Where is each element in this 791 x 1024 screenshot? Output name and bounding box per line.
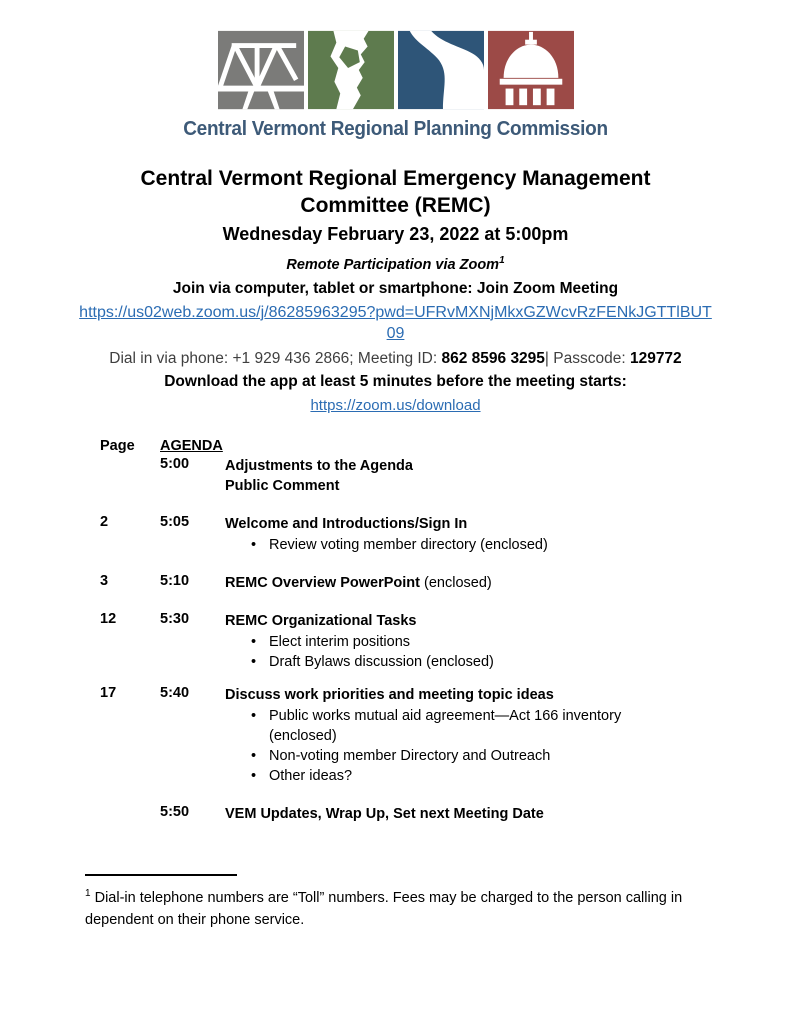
agenda-item-title: VEM Updates, Wrap Up, Set next Meeting Date [225, 805, 544, 822]
agenda-row-500 [100, 456, 720, 496]
footnote-ref: 1 [499, 255, 505, 266]
agenda-item-title: Welcome and Introductions/Sign In [225, 515, 468, 532]
join-instructions: Join via computer, tablet or smartphone: Join Zoom Meeting [172, 279, 619, 297]
agenda-bullet: • Elect interim positions [251, 632, 665, 652]
agenda-time: 5:30 [160, 610, 190, 627]
page-number [100, 456, 160, 496]
agenda-time: 5:50 [160, 803, 190, 820]
agenda-bullets [251, 535, 665, 555]
agenda-time: 5:00 [160, 455, 190, 472]
logo-tiles [0, 30, 791, 110]
zoom-download-link[interactable]: https://zoom.us/download [310, 396, 481, 414]
vermont-map-icon [308, 30, 394, 110]
download-instructions: Download the app at least 5 minutes before the meeting starts: [164, 372, 627, 390]
agenda-item-title: REMC Organizational Tasks [225, 612, 417, 629]
agenda-item-title-2: Public Comment [225, 477, 340, 494]
separator: | [544, 349, 554, 367]
agenda-bullet: • Other ideas? [251, 766, 665, 786]
remote-note-text: Remote Participation via Zoom [286, 256, 500, 273]
title-line-1: Central Vermont Regional Emergency Management [140, 167, 651, 190]
agenda-row-510 [100, 573, 720, 593]
footnote-separator [85, 874, 237, 876]
zoom-url-part2[interactable]: 09 [386, 324, 405, 342]
logo-wordmark: Central Vermont Regional Planning Commission [183, 118, 608, 140]
page-number [100, 804, 160, 824]
title-bold: REMC Overview PowerPoint [225, 574, 420, 591]
zoom-meeting-link[interactable] [79, 304, 712, 342]
agenda-bullet: • Review voting member directory (enclosed) [251, 535, 665, 555]
page-column-header: Page [100, 437, 135, 454]
capitol-dome-icon [488, 30, 574, 110]
agenda-item-title: Adjustments to the Agenda [225, 457, 413, 474]
footnote [85, 874, 713, 931]
agenda-item-title [225, 573, 665, 593]
agenda-time: 5:05 [160, 513, 190, 530]
zoom-url-part1[interactable]: https://us02web.zoom.us/j/86285963295?pwd=UFRvMXNjMkxGZWcvRzFENkJGTTlBUT [79, 303, 712, 321]
meeting-id: 862 8596 3295 [441, 349, 545, 367]
cvrpc-logo [0, 0, 791, 141]
agenda-bullets [251, 706, 665, 786]
footnote-marker: 1 [85, 888, 91, 899]
bridge-icon [218, 30, 304, 110]
agenda-time: 5:10 [160, 572, 190, 589]
agenda-item-title: Discuss work priorities and meeting topic ideas [225, 686, 554, 703]
agenda-column-header: AGENDA [160, 437, 223, 454]
download-url-line [0, 397, 791, 414]
page-number: 12 [100, 610, 117, 627]
page-title [0, 165, 791, 219]
footnote-text: Dial-in telephone numbers are “Toll” numbers. Fees may be charged to the person calling in dependent on their phone service. [85, 889, 683, 928]
title-line-2: Committee (REMC) [300, 194, 491, 217]
agenda-row-550 [100, 804, 720, 824]
meeting-datetime: Wednesday February 23, 2022 at 5:00pm [222, 224, 569, 244]
passcode-value: 129772 [629, 349, 682, 367]
page-number: 17 [100, 684, 117, 701]
remote-participation-note [0, 255, 791, 273]
agenda-time: 5:40 [160, 684, 190, 701]
agenda-header-row [100, 438, 720, 454]
page-number: 2 [100, 513, 109, 530]
page-number: 3 [100, 572, 109, 589]
agenda-row-505 [100, 514, 720, 555]
agenda-row-530 [100, 611, 720, 672]
agenda-bullets [251, 632, 665, 672]
agenda-bullet: • Public works mutual aid agreement—Act 166 inventory (enclosed) [251, 706, 665, 746]
agenda-bullet: • Draft Bylaws discussion (enclosed) [251, 652, 665, 672]
zoom-url-line [0, 302, 791, 344]
meeting-header [0, 165, 791, 414]
river-road-icon [398, 30, 484, 110]
agenda-bullet: • Non-voting member Directory and Outreach [251, 746, 665, 766]
title-suffix: (enclosed) [420, 574, 492, 591]
agenda-table [100, 438, 720, 824]
dial-prefix: Dial in via phone: +1 929 436 2866; Meeting ID: [109, 349, 442, 367]
passcode-label: Passcode: [553, 349, 630, 367]
agenda-row-540 [100, 685, 720, 786]
dial-in-info [0, 350, 791, 368]
